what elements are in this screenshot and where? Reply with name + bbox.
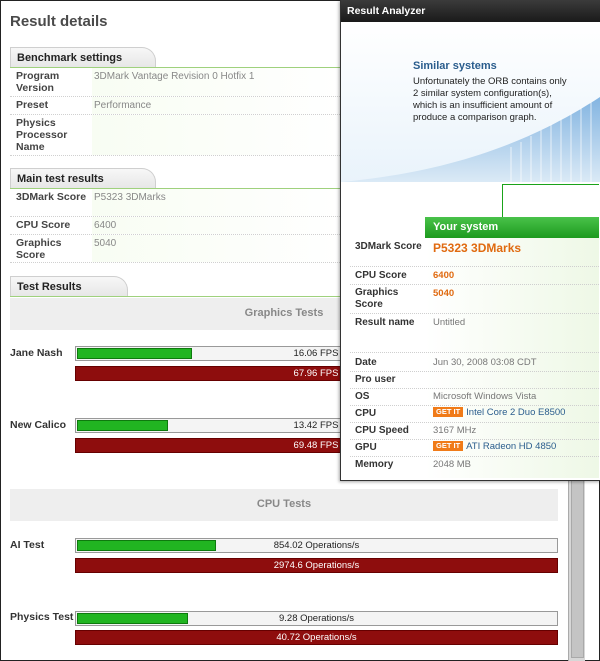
scrollbar-thumb[interactable] <box>571 474 584 658</box>
get-it-badge[interactable]: GET IT <box>433 407 463 417</box>
analyzer-row <box>350 354 599 372</box>
row-label: Result name <box>355 317 415 328</box>
cpu-tests-heading: CPU Tests <box>256 498 312 510</box>
your-score-value: 69.48 FPS <box>293 440 339 451</box>
your-score-bar <box>75 630 558 645</box>
row-value: 5040 <box>433 288 455 299</box>
your-score-bar <box>75 558 558 573</box>
row-label: Date <box>355 357 377 368</box>
analyzer-row <box>350 240 599 267</box>
row-value: P5323 3DMarks <box>433 241 522 255</box>
row-label: Pro user <box>355 374 396 385</box>
row-value: 3DMark Vantage Revision 0 Hotfix 1 <box>94 71 255 82</box>
table-row <box>10 189 342 217</box>
row-label: Preset <box>16 99 49 111</box>
table-row <box>10 115 342 156</box>
row-label: 3DMark Score <box>16 191 87 203</box>
your-score-value: 2974.6 Operations/s <box>273 560 360 571</box>
row-label: Physics Processor Name <box>16 117 68 153</box>
test-name: Jane Nash <box>10 347 63 359</box>
analyzer-row <box>350 389 599 406</box>
analyzer-row <box>350 423 599 440</box>
table-row <box>10 68 342 97</box>
similar-systems-box <box>341 22 600 182</box>
tab-main-test-results[interactable]: Main test results <box>10 168 156 189</box>
analyzer-row <box>350 285 599 314</box>
row-value: Untitled <box>433 317 466 328</box>
test-name: Physics Test <box>10 611 74 623</box>
reference-bar <box>75 611 558 626</box>
tab-benchmark-settings[interactable]: Benchmark settings <box>10 47 156 68</box>
row-label: CPU Score <box>16 219 71 231</box>
your-system-header: Your system <box>425 217 599 238</box>
row-label: 3DMark Score <box>355 241 422 252</box>
row-value: P5323 3DMarks <box>94 192 166 203</box>
reference-bar-value: 16.06 FPS <box>293 348 339 359</box>
row-value: Microsoft Windows Vista <box>433 391 537 402</box>
table-row <box>10 217 342 235</box>
similar-systems-text: Unfortunately the ORB contains only 2 similar system configuration(s), which is an insufficient amount of produce a comparison graph. <box>413 76 567 123</box>
row-value[interactable] <box>433 441 556 452</box>
reference-bar <box>75 538 558 553</box>
analyzer-row <box>350 372 599 389</box>
table-row <box>10 235 342 263</box>
row-value: Jun 30, 2008 03:08 CDT <box>433 357 537 368</box>
row-value: 6400 <box>94 220 117 231</box>
row-label: GPU <box>355 442 377 453</box>
row-label: Memory <box>355 459 394 470</box>
row-value: 3167 MHz <box>433 425 477 436</box>
test-name: AI Test <box>10 539 45 551</box>
cpu-link[interactable]: Intel Core 2 Duo E8500 <box>466 407 566 418</box>
row-label: CPU Speed <box>355 425 409 436</box>
row-value: 6400 <box>433 270 455 281</box>
row-label: OS <box>355 391 370 402</box>
reference-bar-value: 9.28 Operations/s <box>279 613 354 624</box>
analyzer-row <box>350 440 599 457</box>
your-score-value: 67.96 FPS <box>293 368 339 379</box>
row-value: 2048 MB <box>433 459 472 470</box>
similar-systems-heading: Similar systems <box>413 60 497 72</box>
your-score-value: 40.72 Operations/s <box>276 632 357 643</box>
get-it-badge[interactable]: GET IT <box>433 441 463 451</box>
analyzer-row <box>350 267 599 285</box>
row-value: 5040 <box>94 238 117 249</box>
row-value: Performance <box>94 100 152 111</box>
row-label: CPU <box>355 408 377 419</box>
reference-bar-value: 13.42 FPS <box>293 420 339 431</box>
row-label: CPU Score <box>355 270 407 281</box>
table-row <box>10 97 342 115</box>
connector-line <box>502 184 503 218</box>
vertical-scrollbar[interactable] <box>568 470 585 661</box>
connector-line <box>502 184 599 185</box>
panel-title: Result Analyzer <box>341 0 600 22</box>
graphics-tests-heading: Graphics Tests <box>244 307 324 319</box>
row-label: Graphics Score <box>16 237 62 261</box>
analyzer-row <box>350 457 599 473</box>
reference-bar-value: 854.02 Operations/s <box>273 540 360 551</box>
cpu-tests-header <box>10 489 558 521</box>
test-name: New Calico <box>10 419 67 431</box>
analyzer-row <box>350 406 599 423</box>
gpu-link[interactable]: ATI Radeon HD 4850 <box>466 441 557 452</box>
tab-test-results[interactable]: Test Results <box>10 276 128 297</box>
row-label: Program Version <box>16 70 60 94</box>
section-divider <box>10 296 342 297</box>
row-label: Graphics Score <box>355 287 399 310</box>
row-value[interactable] <box>433 407 565 418</box>
page-title: Result details <box>10 13 108 30</box>
analyzer-row <box>350 314 599 353</box>
